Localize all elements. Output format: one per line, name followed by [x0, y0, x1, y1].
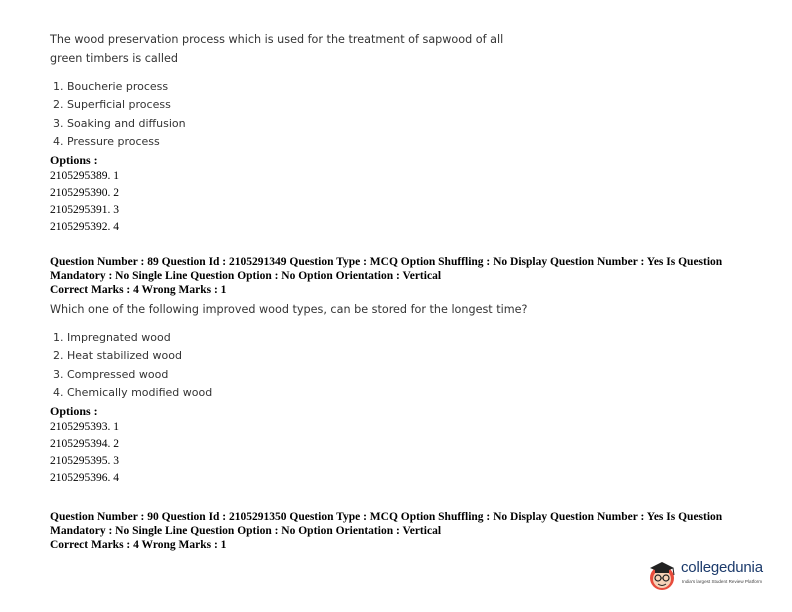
question-text: The wood preservation process which is used for the treatment of sapwood of all green timbers is called [50, 33, 504, 65]
option-id-item: 2105295393. 1 [50, 421, 119, 434]
option-id-item: 2105295390. 2 [50, 187, 119, 200]
option-id-item: 2105295391. 3 [50, 204, 119, 217]
question-meta: Question Number : 90 Question Id : 2105291350 Question Type : MCQ Option Shuffling : No Display Question Number : Yes Is Question Mandatory : No Single Line Question Option : No Option Orientation : Vertical [50, 511, 723, 537]
answer-choices [53, 78, 730, 151]
answer-choices [53, 329, 730, 402]
question-meta: Question Number : 89 Question Id : 2105291349 Question Type : MCQ Option Shuffling : No Display Question Number : Yes Is Question Mandatory : No Single Line Question Option : No Option Orientation : Vertical [50, 256, 723, 282]
option-id-item: 2105295395. 3 [50, 455, 119, 468]
choice-item: 1. Impregnated wood [53, 331, 171, 344]
logo-wordmark: collegedunia [681, 559, 763, 576]
collegedunia-logo [645, 557, 785, 593]
mascot-icon [645, 557, 679, 593]
option-id-item: 2105295396. 4 [50, 472, 119, 485]
question-90-block [50, 510, 730, 552]
question-marks: Correct Marks : 4 Wrong Marks : 1 [50, 284, 227, 296]
choice-item: 4. Chemically modified wood [53, 385, 213, 399]
option-id-item: 2105295394. 2 [50, 438, 119, 451]
question-marks: Correct Marks : 4 Wrong Marks : 1 [50, 539, 227, 551]
options-heading: Options : [50, 404, 98, 419]
choice-item: 2. Heat stabilized wood [53, 349, 182, 363]
question-89-block [50, 255, 730, 487]
logo-tagline: India's largest Student Review Platform [682, 579, 763, 584]
choice-item: 1. Boucherie process [53, 80, 169, 93]
choice-item: 2. Superficial process [53, 98, 171, 112]
question-text: Which one of the following improved wood types, can be stored for the longest time? [50, 303, 528, 316]
option-ids [50, 168, 730, 236]
option-id-item: 2105295392. 4 [50, 221, 119, 234]
options-heading: Options : [50, 153, 98, 168]
choice-item: 3. Soaking and diffusion [53, 116, 186, 130]
option-id-item: 2105295389. 1 [50, 170, 119, 183]
option-ids [50, 419, 730, 487]
choice-item: 3. Compressed wood [53, 367, 169, 381]
question-88-block [50, 30, 730, 236]
choice-item: 4. Pressure process [53, 134, 160, 148]
